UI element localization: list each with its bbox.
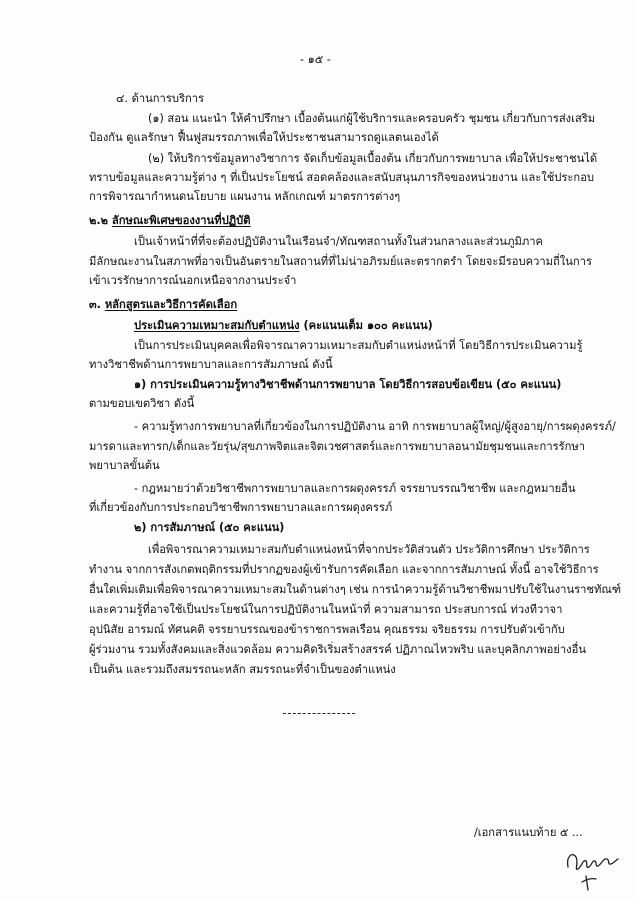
evaluation-heading <box>134 319 433 333</box>
section-divider <box>283 713 355 714</box>
section-3-number: ๓. <box>89 298 101 311</box>
s22-line3: เข้าเวรรักษาการณ์นอกเหนือจากงานประจำ <box>89 274 297 287</box>
evaluation-line1: เป็นการประเมินบุคคลเพื่อพิจารณาความเหมาะสมกับตำแหน่งหน้าที่ โดยวิธีการประเมินความรู้ <box>134 339 583 352</box>
s4-item1-line2: ป้องกัน ดูแลรักษา ฟื้นฟูสมรรถภาพเพื่อให้ประชาชนสามารถดูแลตนเองได้ <box>89 131 439 144</box>
method-1-bullet1-line2: มารดาและทารก/เด็กและวัยรุ่น/สุขภาพจิตและจิตเวชศาสตร์และการพยาบาลอนามัยชุมชนและการรักษา <box>89 440 586 453</box>
section-4-heading: ๔. ด้านการบริการ <box>116 92 205 105</box>
method-2-heading: ๒) การสัมภาษณ์ (๕๐ คะแนน) <box>134 521 285 534</box>
method-2-line5: อุปนิสัย อารมณ์ ทัศนคติ จรรยาบรรณของข้าราชการพลเรือน คุณธรรม จริยธรรม การปรับตัวเข้ากับ <box>89 623 565 636</box>
method-2-line4: และความรู้ที่อาจใช้เป็นประโยชน์ในการปฏิบัติงานในหน้าที่ ความสามารถ ประสบการณ์ ท่วงทีวาจา <box>89 603 563 616</box>
section-2-2-heading <box>89 214 251 228</box>
section-2-2-title: ลักษณะพิเศษของงานที่ปฏิบัติ <box>111 214 251 227</box>
evaluation-line2: ทางวิชาชีพด้านการพยาบาลและการสัมภาษณ์ ดังนี้ <box>89 358 333 371</box>
section-3-title: หลักสูตรและวิธีการคัดเลือก <box>104 298 238 311</box>
method-1-bullet1-line1: - ความรู้ทางการพยาบาลที่เกี่ยวข้องในการปฏิบัติงาน อาทิ การพยาบาลผู้ใหญ่/ผู้สูงอายุ/การผดุงครรภ์/ <box>134 420 616 433</box>
s22-line1: เป็นเจ้าหน้าที่ที่จะต้องปฏิบัติงานในเรือนจำ/ทัณฑสถานทั้งในส่วนกลางและส่วนภูมิภาค <box>134 235 543 248</box>
method-2-line6: ผู้ร่วมงาน รวมทั้งสังคมและสิ่งแวดล้อม ความคิดริเริ่มสร้างสรรค์ ปฏิภาณไหวพริบ และบุคลิกภาพอย่างอื่น <box>89 643 586 656</box>
evaluation-score: (คะแนนเต็ม ๑๐๐ คะแนน) <box>299 319 433 332</box>
handwritten-signature <box>562 843 624 893</box>
method-2-line1: เพื่อพิจารณาความเหมาะสมกับตำแหน่งหน้าที่จากประวัติส่วนตัว ประวัติการศึกษา ประวัติการ <box>148 543 590 556</box>
method-1-scope: ตามขอบเขตวิชา ดังนี้ <box>89 397 195 410</box>
method-1-bullet2-line2: ที่เกี่ยวข้องกับการประกอบวิชาชีพการพยาบาลและการผดุงครรภ์ <box>89 501 393 514</box>
section-2-2-number: ๒.๒ <box>89 214 108 227</box>
s22-line2: มีลักษณะงานในสภาพที่อาจเป็นอันตรายในสถานที่ที่ไม่น่าอภิรมย์และตรากตรำ โดยจะมีรอบความถี่ในการ <box>89 255 592 268</box>
page-number: - ๑๕ - <box>300 53 331 66</box>
method-1-heading: ๑) การประเมินความรู้ทางวิชาชีพด้านการพยาบาล โดยวิธีการสอบข้อเขียน (๕๐ คะแนน) <box>134 378 562 391</box>
footer-reference: /เอกสารแนบท้าย ๕ ... <box>474 826 583 839</box>
method-2-line3: อื่นใดเพิ่มเติมเพื่อพิจารณาความเหมาะสมในด้านต่างๆ เช่น การนำความรู้ด้านวิชาชีพมาปรับใช้ในงานราชทัณฑ์ <box>89 583 622 596</box>
s4-item2-line1: (๒) ให้บริการข้อมูลทางวิชาการ จัดเก็บข้อมูลเบื้องต้น เกี่ยวกับการพยาบาล เพื่อให้ประชาชนได้ <box>148 152 598 165</box>
section-3-heading <box>89 298 237 312</box>
evaluation-title: ประเมินความเหมาะสมกับตำแหน่ง <box>134 319 300 332</box>
s4-item2-line2: ทราบข้อมูลและความรู้ต่าง ๆ ที่เป็นประโยชน์ สอดคล้องและสนับสนุนภารกิจของหน่วยงาน และใช้ประกอบ <box>89 171 595 184</box>
s4-item1-line1: (๑) สอน แนะนำ ให้คำปรึกษา เบื้องต้นแก่ผู้ใช้บริการและครอบครัว ชุมชน เกี่ยวกับการส่งเสริม <box>148 112 596 125</box>
s4-item2-line3: การพิจารณากำหนดนโยบาย แผนงาน หลักเกณฑ์ มาตรการต่างๆ <box>89 190 401 203</box>
method-1-bullet1-line3: พยาบาลขั้นต้น <box>89 459 160 472</box>
method-1-bullet2-line1: - กฎหมายว่าด้วยวิชาชีพการพยาบาลและการผดุงครรภ์ จรรยาบรรณวิชาชีพ และกฎหมายอื่น <box>134 482 576 495</box>
method-2-line7: เป็นต้น และรวมถึงสมรรถนะหลัก สมรรถนะที่จำเป็นของตำแหน่ง <box>89 663 396 676</box>
method-2-line2: ทำงาน จากการสังเกตพฤติกรรมที่ปรากฏของผู้เข้ารับการคัดเลือก และจากการสัมภาษณ์ ทั้งนี้ อาจใช้วิธีการ <box>89 563 599 576</box>
